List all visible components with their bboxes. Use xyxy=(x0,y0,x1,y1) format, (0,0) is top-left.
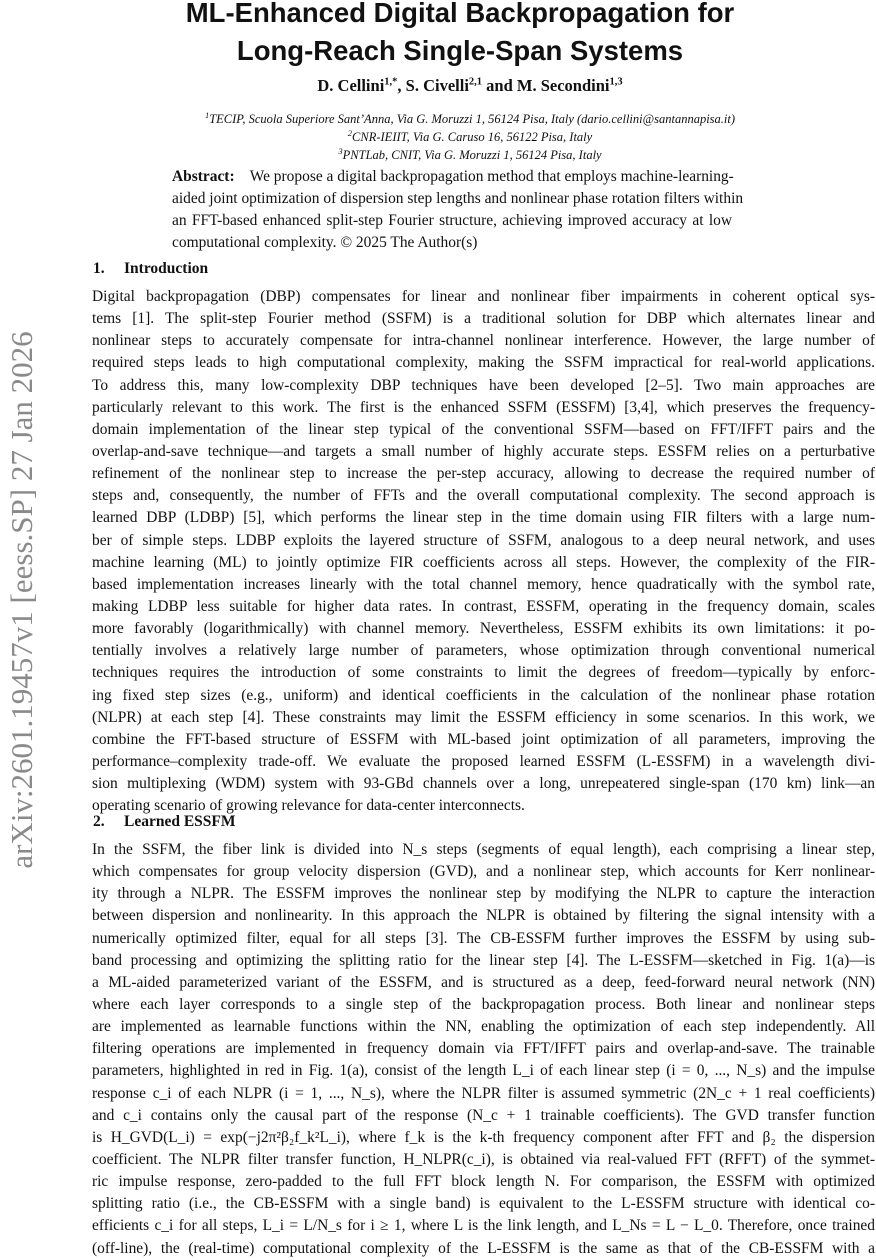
author-list: D. Cellini$^{1,*}$, S. Civelli$^{2,1}$ and M. Secondini$^{1,3}$ xyxy=(317,76,623,95)
body-text-line: are implemented as learnable functions within the NN, enabling the optimization of each step independently. All xyxy=(92,1018,875,1036)
body-text-line: making LDBP less suitable for higher data rates. In contrast, ESSFM, operating in the frequency domain, scales xyxy=(92,597,875,615)
body-text-line: domain implementation of the linear step typical of the conventional SSFM—based on FFT/IFFT pairs and the xyxy=(92,420,875,438)
author-affiliation-mark: 1,3 xyxy=(609,76,623,88)
body-text-line: splitting ratio (i.e., the CB-ESSFM with a single band) is equivalent to the L-ESSFM structure with identical co- xyxy=(92,1195,875,1213)
author-affiliation-mark: 2,1 xyxy=(468,76,483,88)
author-name: S. Civelli xyxy=(405,76,469,95)
body-text-line: is H_GVD(L_i) = exp(−j2π²β₂f_k²L_i), where f_k is the k-th frequency component after FFT and β₂ the dispersion xyxy=(92,1128,875,1146)
body-text-line: more favorably (logarithmically) with channel memory. Nevertheless, ESSFM exhibits its own limitations: it po- xyxy=(92,620,875,638)
body-text-line: ber of simple steps. LDBP exploits the layered structure of SSFM, analogous to a deep neural network, and uses xyxy=(92,531,875,549)
body-text-line: tentially involves a relatively large number of parameters, whose optimization through conventional numerical xyxy=(92,642,875,660)
arxiv-stamp xyxy=(0,280,44,920)
body-text-line: Digital backpropagation (DBP) compensates for linear and nonlinear fiber impairments in coherent optical sys- xyxy=(92,288,875,305)
body-text-line: combine the FFT-based structure of ESSFM with ML-based joint optimization of all parameters, improving the xyxy=(92,730,875,748)
body-text-line: steps and, consequently, the number of FFTs and the overall computational complexity. The second approach is xyxy=(92,487,875,505)
body-text-line: In the SSFM, the fiber link is divided into N_s steps (segments of equal length), each comprising a linear step, xyxy=(92,841,875,858)
body-text-line: particularly relevant to this work. The first is the enhanced SSFM (ESSFM) [3,4], which preserves the frequency- xyxy=(92,398,875,416)
introduction-body xyxy=(92,286,875,817)
abstract-line: aided joint optimization of dispersion step lengths and nonlinear phase rotation filters within xyxy=(172,190,744,208)
body-text-line: refinement of the nonlinear step to increase the per-step accuracy, allowing to decrease the required number of xyxy=(92,465,875,483)
body-text-line: required steps leads to high computational complexity, making the SSFM impractical for real-world applications. xyxy=(92,354,875,372)
affiliation-3: $^3$PNTLab, CNIT, Via G. Moruzzi 1, 56124 Pisa, Italy xyxy=(338,146,602,163)
title-line-2: Long-Reach Single-Span Systems xyxy=(236,35,684,66)
body-text-line: ric impulse response, zero-padded to the full FFT block length N. For comparison, the ESSFM with optimized xyxy=(92,1173,875,1191)
body-text-line: techniques requires the introduction of some constraints to limit the degrees of freedom—typically by enforc- xyxy=(92,664,875,682)
body-text-line: numerically optimized filter, equal for all steps [3]. The CB-ESSFM further improves the ESSFM by using sub- xyxy=(92,929,875,947)
body-text-line: (off-line), the (real-time) computational complexity of the L-ESSFM is the same as that of the CB-ESSFM with a xyxy=(92,1239,875,1257)
body-text-line: and c_i contains only the causal part of the response (N_c + 1 trainable coefficients). The GVD transfer function xyxy=(92,1106,875,1124)
section-heading-introduction: 1. Introduction xyxy=(93,260,209,277)
abstract-line: computational complexity. © 2025 The Author(s) xyxy=(172,234,478,252)
author-name: M. Secondini xyxy=(516,76,610,95)
body-text-line: learned DBP (LDBP) [5], which performs the linear step in the time domain using FIR filters with a large num- xyxy=(92,509,875,527)
body-text-line: tems [1]. The split-step Fourier method (SSFM) is a traditional solution for DBP which alternates linear and xyxy=(92,310,875,328)
abstract-line: Abstract: We propose a digital backpropagation method that employs machine-learning- xyxy=(172,168,734,185)
body-text-line: overlap-and-save technique—and targets a small number of highly accurate steps. ESSFM relies on a perturbative xyxy=(92,442,875,460)
body-text-line: ing fixed step sizes (e.g., uniform) and identical coefficients in the calculation of the nonlinear phase rotation xyxy=(92,686,875,704)
body-text-line: parameters, highlighted in red in Fig. 1(a), consist of the length L_i of each linear step (i = 0, ..., N_s) and the impulse xyxy=(92,1062,875,1080)
body-text-line: operating scenario of growing relevance for data-center interconnects. xyxy=(92,797,525,815)
arxiv-stamp-text: arXiv:2601.19457v1 [eess.SP] 27 Jan 2026 xyxy=(4,331,39,869)
title-line-1: ML-Enhanced Digital Backpropagation for xyxy=(185,0,735,28)
body-text-line: performance–complexity trade-off. We evaluate the proposed learned ESSFM (L-ESSFM) in a wavelength divi- xyxy=(92,752,875,770)
learned-essfm-body xyxy=(92,839,875,1260)
body-text-line: a ML-aided parameterized variant of the ESSFM, and is structured as a deep, feed-forward neural network (NN) xyxy=(92,973,875,991)
body-text-line: filtering operations are implemented in frequency domain via FFT/IFFT pairs and overlap-and-save. The trainable xyxy=(92,1040,875,1058)
body-text-line: which compensates for group velocity dispersion (GVD), and a nonlinear step, which accounts for Kerr nonlinear- xyxy=(92,863,875,881)
body-text-line: (NLPR) at each step [4]. These constraints may limit the ESSFM efficiency in some scenarios. In this work, we xyxy=(92,708,875,726)
body-text-line: where each layer corresponds to a single step of the backpropagation process. Both linear and nonlinear steps xyxy=(92,995,875,1013)
author-affiliation-mark: 1,* xyxy=(384,76,398,88)
body-text-line: coefficient. The NLPR filter transfer function, H_NLPR(c_i), is obtained via real-valued FFT (RFFT) of the symmet- xyxy=(92,1150,875,1168)
body-text-line: To address this, many low-complexity DBP techniques have been developed [2–5]. Two main approaches are xyxy=(92,376,875,394)
affiliation-2: $^2$CNR-IEIIT, Via G. Caruso 16, 56122 Pisa, Italy xyxy=(347,128,593,145)
body-text-line: band processing and optimizing the splitting ratio for the linear step [4]. The L-ESSFM—sketched in Fig. 1(a)—is xyxy=(92,951,875,969)
affiliation-1: $^1$TECIP, Scuola Superiore Sant’Anna, Via G. Moruzzi 1, 56124 Pisa, Italy (dario.cellini@santannapisa.it) xyxy=(204,110,736,127)
body-text-line: nonlinear steps to accurately compensate for intra-channel nonlinear interference. However, the large number of xyxy=(92,332,875,350)
abstract-line: an FFT-based enhanced split-step Fourier structure, achieving improved accuracy at low xyxy=(172,212,732,230)
author-name: D. Cellini xyxy=(317,76,385,95)
body-text-line: based implementation increases linearly with the total channel memory, hence quadratically with the symbol rate, xyxy=(92,575,875,593)
section-heading-learned-essfm: 2. Learned ESSFM xyxy=(93,813,236,830)
abstract-label: Abstract: xyxy=(172,168,235,185)
body-text-line: sion multiplexing (WDM) system with 93-GBd channels over a long, unrepeatered single-span (170 km) link—an xyxy=(92,775,875,793)
abstract xyxy=(172,166,744,255)
body-text-line: efficients c_i for all steps, L_i = L/N_s for i ≥ 1, where L is the link length, and L_Ns = L − L_0. Therefore, once trained xyxy=(92,1217,875,1235)
body-text-line: machine learning (ML) to jointly optimize FIR coefficients across all steps. However, the complexity of the FIR- xyxy=(92,553,875,571)
body-text-line: ity through a NLPR. The ESSFM improves the nonlinear step by modifying the NLPR to capture the interaction xyxy=(92,885,875,903)
body-text-line: between dispersion and nonlinearity. In this approach the NLPR is obtained by filtering the signal intensity with a xyxy=(92,907,875,925)
body-text-line: response c_i of each NLPR (i = 1, ..., N_s), where the NLPR filter is assumed symmetric (2N_c + 1 real coefficients) xyxy=(92,1084,875,1102)
